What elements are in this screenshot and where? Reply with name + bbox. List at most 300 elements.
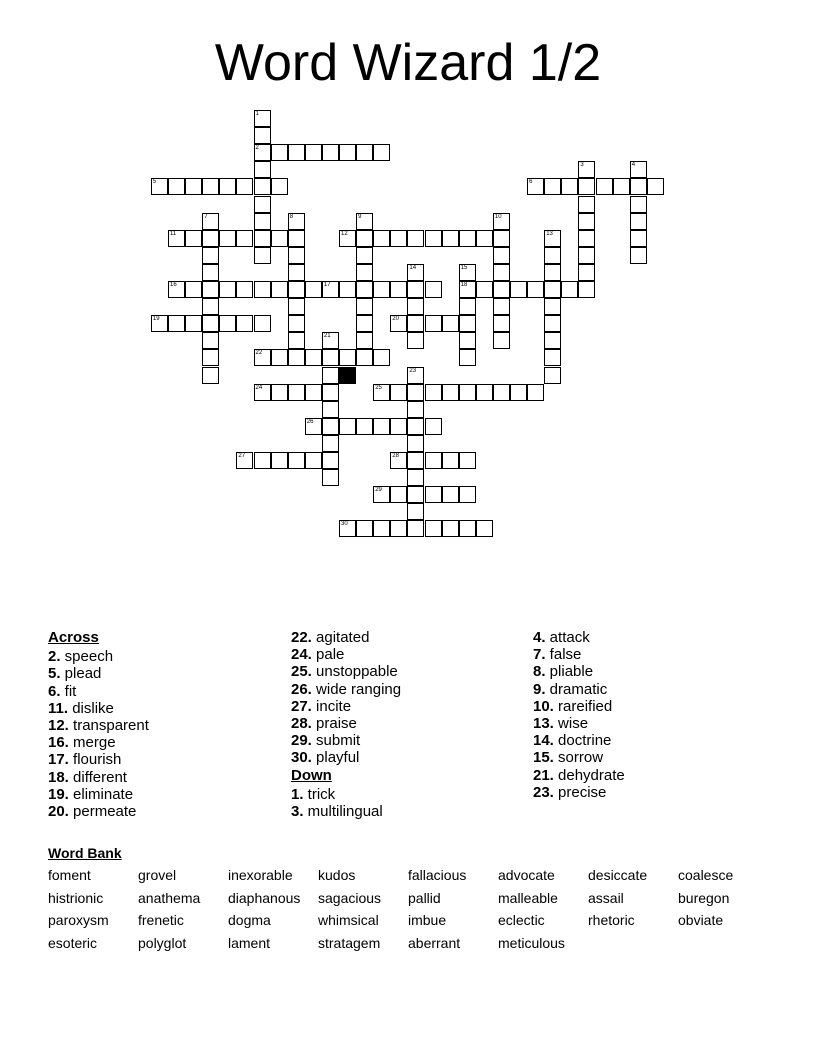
grid-cell[interactable]	[151, 315, 168, 332]
page-title: Word Wizard 1/2	[214, 34, 602, 92]
grid-cell[interactable]	[407, 486, 424, 503]
grid-cell[interactable]	[168, 230, 185, 247]
clue-text: permeate	[68, 803, 137, 821]
grid-cell[interactable]	[442, 486, 459, 503]
clue-text: rareified	[553, 697, 613, 715]
grid-cell[interactable]	[407, 469, 424, 486]
grid-cell[interactable]	[407, 298, 424, 315]
across-clue	[291, 629, 401, 646]
word-bank-item: sagacious	[318, 889, 382, 906]
across-clue	[291, 698, 401, 715]
grid-cell[interactable]	[544, 367, 561, 384]
grid-cell[interactable]	[373, 486, 390, 503]
grid-cell[interactable]	[493, 315, 510, 332]
clue-number-label: 4.	[533, 629, 546, 646]
grid-cell[interactable]	[390, 486, 407, 503]
clue-number-label: 28.	[291, 715, 312, 733]
grid-cell[interactable]	[219, 281, 236, 298]
clue-number-label: 22.	[291, 629, 312, 646]
down-clue	[533, 732, 625, 749]
word-bank-item: rhetoric	[588, 912, 635, 929]
grid-cell[interactable]	[339, 349, 356, 366]
grid-cell[interactable]	[254, 384, 271, 401]
clue-text: praise	[311, 715, 357, 733]
down-clue	[533, 784, 625, 801]
clue-number: 9	[358, 213, 362, 220]
grid-cell[interactable]	[202, 213, 219, 230]
grid-cell[interactable]	[578, 178, 595, 195]
clue-number: 1	[255, 111, 259, 117]
word-bank-item: dogma	[228, 912, 271, 929]
grid-cell[interactable]	[288, 332, 305, 349]
grid-cell[interactable]	[578, 230, 595, 247]
down-clue	[533, 663, 625, 680]
grid-cell[interactable]	[254, 178, 271, 195]
grid-cell[interactable]	[322, 384, 339, 401]
clue-text: trick	[303, 785, 336, 803]
grid-cell[interactable]	[561, 178, 578, 195]
clue-number-label: 7.	[533, 646, 546, 664]
clue-text: wise	[553, 715, 589, 733]
clue-number: 20	[392, 316, 399, 323]
grid-cell[interactable]	[305, 349, 322, 366]
grid-cell[interactable]	[356, 520, 373, 537]
grid-cell[interactable]	[425, 418, 442, 435]
grid-cell[interactable]	[544, 264, 561, 281]
grid-cell[interactable]	[476, 520, 493, 537]
grid-cell[interactable]	[407, 452, 424, 469]
grid-cell[interactable]	[288, 247, 305, 264]
grid-cell[interactable]	[544, 247, 561, 264]
across-clue	[48, 648, 149, 665]
grid-cell[interactable]	[407, 503, 424, 520]
grid-cell[interactable]	[356, 264, 373, 281]
clue-number: 2	[255, 145, 259, 152]
grid-cell[interactable]	[493, 230, 510, 247]
grid-cell[interactable]	[459, 384, 476, 401]
clue-number-label: 18.	[48, 768, 69, 786]
clue-number: 28	[392, 453, 399, 459]
grid-cell[interactable]	[322, 281, 339, 298]
grid-cell[interactable]	[373, 384, 390, 401]
grid-cell[interactable]	[271, 452, 288, 469]
word-bank-item: desiccate	[588, 867, 648, 883]
grid-cell[interactable]	[459, 332, 476, 349]
grid-cell[interactable]	[425, 230, 442, 247]
grid-cell[interactable]	[459, 230, 476, 247]
grid-cell[interactable]	[493, 264, 510, 281]
grid-cell[interactable]	[151, 178, 168, 195]
grid-cell[interactable]	[442, 230, 459, 247]
grid-cell[interactable]	[425, 452, 442, 469]
grid-cell[interactable]	[202, 332, 219, 349]
clue-text: doctrine	[553, 732, 612, 750]
grid-cell[interactable]	[459, 486, 476, 503]
grid-cell[interactable]	[373, 418, 390, 435]
grid-cell[interactable]	[544, 230, 561, 247]
grid-cell[interactable]	[288, 384, 305, 401]
grid-cell[interactable]	[356, 315, 373, 332]
grid-cell[interactable]	[407, 520, 424, 537]
grid-cell[interactable]	[254, 247, 271, 264]
grid-cell[interactable]	[390, 315, 407, 332]
clue-number-label: 26.	[291, 680, 312, 698]
grid-cell[interactable]	[476, 230, 493, 247]
clues-column-2	[291, 629, 401, 820]
grid-cell[interactable]	[527, 281, 544, 298]
across-clue	[48, 803, 149, 820]
grid-cell[interactable]	[578, 281, 595, 298]
grid-cell[interactable]	[425, 384, 442, 401]
grid-cell[interactable]	[254, 315, 271, 332]
grid-cell[interactable]	[254, 127, 271, 144]
grid-cell[interactable]	[288, 264, 305, 281]
grid-cell[interactable]	[305, 384, 322, 401]
clue-text: dramatic	[545, 680, 608, 698]
grid-cell[interactable]	[561, 281, 578, 298]
grid-cell[interactable]	[202, 230, 219, 247]
grid-cell[interactable]	[254, 230, 271, 247]
grid-cell[interactable]	[459, 349, 476, 366]
grid-cell[interactable]	[202, 178, 219, 195]
clue-number: 5	[152, 179, 157, 186]
grid-cell[interactable]	[493, 384, 510, 401]
grid-cell[interactable]	[288, 144, 305, 161]
grid-cell[interactable]	[356, 281, 373, 298]
grid-cell[interactable]	[356, 230, 373, 247]
grid-cell[interactable]	[322, 435, 339, 452]
word-bank-item: esoteric	[48, 934, 98, 951]
grid-cell[interactable]	[322, 332, 339, 349]
grid-cell[interactable]	[254, 110, 271, 127]
grid-cell[interactable]	[322, 367, 339, 384]
grid-cell[interactable]	[425, 315, 442, 332]
grid-cell[interactable]	[271, 349, 288, 366]
word-bank-item: coalesce	[678, 867, 734, 883]
grid-cell[interactable]	[254, 196, 271, 213]
grid-cell[interactable]	[630, 213, 647, 230]
grid-cell[interactable]	[202, 349, 219, 366]
down-clue	[533, 749, 625, 766]
grid-cell[interactable]	[322, 418, 339, 435]
clue-text: fit	[60, 682, 77, 700]
grid-cell[interactable]	[339, 281, 356, 298]
grid-cell[interactable]	[288, 281, 305, 298]
grid-cell[interactable]	[407, 384, 424, 401]
word-bank-item: pallid	[408, 889, 441, 906]
clue-number: 12	[341, 230, 348, 237]
grid-cell[interactable]	[442, 315, 459, 332]
grid-cell[interactable]	[390, 418, 407, 435]
across-clue	[291, 715, 401, 732]
grid-cell[interactable]	[630, 230, 647, 247]
grid-cell[interactable]	[390, 384, 407, 401]
grid-cell[interactable]	[407, 401, 424, 418]
grid-cell[interactable]	[236, 178, 253, 195]
across-clue	[48, 717, 149, 734]
clue-number-label: 27.	[291, 697, 312, 715]
grid-cell[interactable]	[544, 349, 561, 366]
grid-cell[interactable]	[407, 315, 424, 332]
grid-cell[interactable]	[202, 247, 219, 264]
grid-cell[interactable]	[339, 230, 356, 247]
clue-text: pliable	[545, 663, 594, 681]
grid-cell[interactable]	[493, 281, 510, 298]
down-clue	[533, 629, 625, 646]
word-bank-item: fallacious	[408, 867, 467, 883]
black-square	[339, 367, 356, 384]
grid-cell[interactable]	[544, 178, 561, 195]
grid-cell[interactable]	[288, 315, 305, 332]
grid-cell[interactable]	[390, 520, 407, 537]
grid-cell[interactable]	[527, 178, 544, 195]
grid-cell[interactable]	[613, 178, 630, 195]
grid-cell[interactable]	[202, 298, 219, 315]
grid-cell[interactable]	[407, 332, 424, 349]
grid-cell[interactable]	[459, 281, 476, 298]
grid-cell[interactable]	[271, 281, 288, 298]
across-clue	[291, 663, 401, 680]
grid-cell[interactable]	[288, 452, 305, 469]
clue-number: 24	[255, 384, 263, 391]
grid-cell[interactable]	[322, 452, 339, 469]
grid-cell[interactable]	[339, 520, 356, 537]
grid-cell[interactable]	[544, 281, 561, 298]
grid-cell[interactable]	[442, 452, 459, 469]
grid-cell[interactable]	[185, 230, 202, 247]
grid-cell[interactable]	[425, 281, 442, 298]
grid-cell[interactable]	[390, 452, 407, 469]
grid-cell[interactable]	[493, 247, 510, 264]
grid-cell[interactable]	[168, 315, 185, 332]
grid-cell[interactable]	[219, 315, 236, 332]
grid-cell[interactable]	[322, 469, 339, 486]
word-bank-item: kudos	[318, 867, 356, 883]
clue-number-label: 1.	[291, 785, 304, 803]
grid-cell[interactable]	[527, 384, 544, 401]
grid-cell[interactable]	[373, 520, 390, 537]
grid-cell[interactable]	[254, 144, 271, 161]
grid-cell[interactable]	[407, 418, 424, 435]
grid-cell[interactable]	[185, 315, 202, 332]
clue-text: precise	[553, 783, 607, 801]
grid-cell[interactable]	[322, 349, 339, 366]
clue-number-label: 20.	[48, 803, 69, 821]
word-bank-item: assail	[588, 889, 624, 906]
grid-cell[interactable]	[630, 161, 647, 178]
grid-cell[interactable]	[459, 264, 476, 281]
grid-cell[interactable]	[356, 144, 373, 161]
grid-cell[interactable]	[407, 264, 424, 281]
grid-cell[interactable]	[544, 332, 561, 349]
grid-cell[interactable]	[493, 332, 510, 349]
clue-text: agitated	[311, 629, 370, 646]
word-bank-item: lament	[228, 934, 271, 951]
grid-cell[interactable]	[305, 452, 322, 469]
grid-cell[interactable]	[219, 178, 236, 195]
grid-cell[interactable]	[254, 161, 271, 178]
grid-cell[interactable]	[356, 213, 373, 230]
grid-cell[interactable]	[322, 401, 339, 418]
clue-number: 3	[580, 162, 584, 169]
grid-cell[interactable]	[254, 213, 271, 230]
grid-cell[interactable]	[407, 281, 424, 298]
grid-cell[interactable]	[322, 144, 339, 161]
clue-number-label: 16.	[48, 734, 69, 752]
down-clue	[291, 786, 401, 803]
grid-cell[interactable]	[236, 315, 253, 332]
grid-cell[interactable]	[288, 298, 305, 315]
clue-number: 7	[204, 213, 208, 220]
grid-cell[interactable]	[271, 144, 288, 161]
grid-cell[interactable]	[236, 281, 253, 298]
grid-cell[interactable]	[578, 196, 595, 213]
grid-cell[interactable]	[339, 418, 356, 435]
grid-cell[interactable]	[185, 281, 202, 298]
grid-cell[interactable]	[271, 178, 288, 195]
clue-text: different	[68, 768, 127, 786]
grid-cell[interactable]	[305, 418, 322, 435]
grid-cell[interactable]	[578, 247, 595, 264]
grid-cell[interactable]	[407, 230, 424, 247]
grid-cell[interactable]	[254, 452, 271, 469]
clue-number: 27	[238, 453, 246, 459]
grid-cell[interactable]	[373, 230, 390, 247]
grid-cell[interactable]	[356, 332, 373, 349]
grid-cell[interactable]	[168, 281, 185, 298]
grid-cell[interactable]	[236, 230, 253, 247]
clue-text: playful	[311, 749, 360, 767]
grid-cell[interactable]	[493, 298, 510, 315]
grid-cell[interactable]	[288, 230, 305, 247]
grid-cell[interactable]	[185, 178, 202, 195]
grid-cell[interactable]	[630, 247, 647, 264]
grid-cell[interactable]	[202, 315, 219, 332]
clue-text: wide ranging	[311, 680, 402, 698]
grid-cell[interactable]	[202, 281, 219, 298]
grid-cell[interactable]	[425, 520, 442, 537]
grid-cell[interactable]	[544, 315, 561, 332]
clue-number: 14	[409, 264, 417, 271]
across-clue	[48, 769, 149, 786]
grid-cell[interactable]	[373, 144, 390, 161]
grid-cell[interactable]	[305, 281, 322, 298]
grid-cell[interactable]	[459, 452, 476, 469]
grid-cell[interactable]	[254, 281, 271, 298]
clue-number-label: 3.	[291, 803, 304, 821]
grid-cell[interactable]	[442, 520, 459, 537]
across-clue	[48, 665, 149, 682]
clue-text: multilingual	[303, 803, 383, 821]
grid-cell[interactable]	[407, 435, 424, 452]
down-clue	[533, 767, 625, 784]
across-clue	[291, 646, 401, 663]
grid-cell[interactable]	[305, 144, 322, 161]
word-bank-item: meticulous	[498, 934, 565, 951]
clue-number-label: 29.	[291, 732, 312, 750]
grid-cell[interactable]	[390, 281, 407, 298]
down-clue	[533, 681, 625, 698]
grid-cell[interactable]	[647, 178, 664, 195]
grid-cell[interactable]	[271, 384, 288, 401]
grid-cell[interactable]	[288, 213, 305, 230]
grid-cell[interactable]	[219, 230, 236, 247]
clue-text: dislike	[68, 699, 114, 717]
grid-cell[interactable]	[168, 178, 185, 195]
clue-number-label: 25.	[291, 663, 312, 681]
grid-cell[interactable]	[356, 418, 373, 435]
clue-text: pale	[311, 646, 345, 664]
across-clue	[291, 681, 401, 698]
clue-number: 10	[494, 213, 502, 220]
grid-cell[interactable]	[476, 281, 493, 298]
clue-number: 21	[323, 333, 331, 340]
grid-cell[interactable]	[459, 298, 476, 315]
grid-cell[interactable]	[390, 230, 407, 247]
grid-cell[interactable]	[202, 367, 219, 384]
clue-number: 4	[631, 162, 636, 169]
grid-cell[interactable]	[578, 264, 595, 281]
grid-cell[interactable]	[271, 230, 288, 247]
clues-column-3	[533, 629, 625, 801]
grid-cell[interactable]	[630, 196, 647, 213]
clue-text: speech	[60, 648, 114, 666]
grid-cell[interactable]	[373, 349, 390, 366]
grid-cell[interactable]	[493, 213, 510, 230]
grid-cell[interactable]	[578, 213, 595, 230]
grid-cell[interactable]	[510, 281, 527, 298]
grid-cell[interactable]	[459, 315, 476, 332]
grid-cell[interactable]	[544, 298, 561, 315]
word-bank-item: whimsical	[318, 912, 379, 929]
clue-number-label: 21.	[533, 766, 554, 784]
word-bank-item: malleable	[498, 889, 558, 906]
grid-cell[interactable]	[356, 349, 373, 366]
grid-cell[interactable]	[510, 384, 527, 401]
grid-cell[interactable]	[339, 144, 356, 161]
grid-cell[interactable]	[425, 486, 442, 503]
clue-text: unstoppable	[311, 663, 398, 681]
grid-cell[interactable]	[407, 367, 424, 384]
clue-number: 25	[375, 384, 382, 391]
grid-cell[interactable]	[442, 384, 459, 401]
clue-number: 29	[375, 487, 382, 494]
grid-cell[interactable]	[356, 247, 373, 264]
grid-cell[interactable]	[373, 281, 390, 298]
clue-number: 30	[341, 521, 348, 528]
word-bank-heading: Word Bank	[48, 845, 122, 861]
grid-cell[interactable]	[236, 452, 253, 469]
grid-cell[interactable]	[459, 520, 476, 537]
grid-cell[interactable]	[476, 384, 493, 401]
word-bank-item: polyglot	[138, 934, 187, 951]
word-bank-item: frenetic	[138, 912, 184, 929]
clue-text: false	[545, 646, 582, 664]
across-clue	[291, 749, 401, 766]
clue-number-label: 13.	[533, 715, 554, 733]
clue-section-heading: Down	[291, 766, 332, 784]
grid-cell[interactable]	[630, 178, 647, 195]
grid-cell[interactable]	[288, 349, 305, 366]
down-clue	[533, 715, 625, 732]
grid-cell[interactable]	[596, 178, 613, 195]
grid-cell[interactable]	[254, 349, 271, 366]
grid-cell[interactable]	[356, 298, 373, 315]
grid-cell[interactable]	[578, 161, 595, 178]
clue-number: 19	[152, 316, 160, 323]
grid-cell[interactable]	[202, 264, 219, 281]
word-bank-item: paroxysm	[48, 912, 109, 929]
